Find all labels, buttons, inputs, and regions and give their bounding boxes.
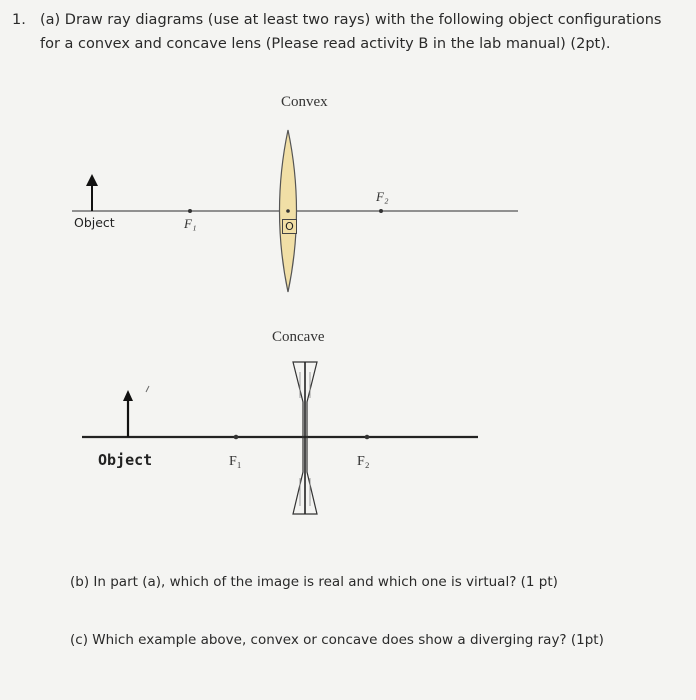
convex-diagram bbox=[72, 130, 518, 292]
question-line-2: for a convex and concave lens (Please read activity B in the lab manual) (2pt). bbox=[40, 36, 611, 52]
concave-f2-label: F₂ bbox=[357, 454, 370, 469]
concave-diagram bbox=[82, 362, 478, 514]
concave-f2-point bbox=[365, 435, 370, 440]
convex-f2-label: F₂ bbox=[376, 189, 389, 204]
concave-f1-point bbox=[234, 435, 239, 440]
convex-f2-point bbox=[379, 209, 383, 213]
part-c-question: (c) Which example above, convex or concave does show a diverging ray? (1pt) bbox=[70, 632, 604, 648]
stray-mark bbox=[146, 386, 149, 392]
concave-title: Concave bbox=[272, 329, 325, 345]
concave-object-label: Object bbox=[98, 451, 153, 469]
convex-title: Convex bbox=[281, 94, 328, 110]
part-b-question: (b) In part (a), which of the image is real and which one is virtual? (1 pt) bbox=[70, 574, 558, 590]
question-number: 1. bbox=[12, 12, 26, 28]
convex-f1-point bbox=[188, 209, 192, 213]
concave-object-arrow-head bbox=[123, 390, 133, 401]
question-line-1: (a) Draw ray diagrams (use at least two rays) with the following object configurations bbox=[40, 12, 662, 28]
convex-center-point bbox=[286, 209, 290, 213]
convex-center-label: O bbox=[282, 219, 297, 234]
convex-object-label: Object bbox=[74, 215, 115, 230]
concave-f1-label: F₁ bbox=[229, 454, 242, 469]
convex-f1-label: F₁ bbox=[184, 216, 197, 231]
convex-object-arrow-head bbox=[86, 174, 98, 186]
